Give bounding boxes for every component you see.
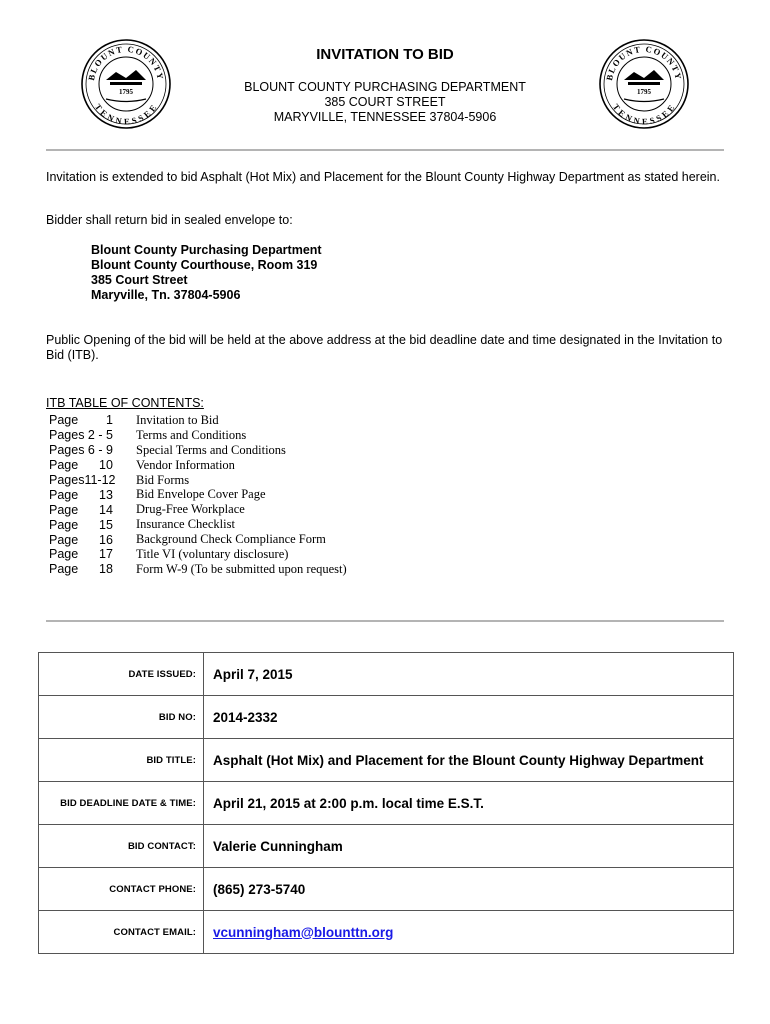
toc-page: Page 1 xyxy=(49,413,113,428)
table-row xyxy=(39,696,734,739)
table-row xyxy=(39,825,734,868)
public-opening-text: Public Opening of the bid will be held at the above address at the bid deadline date and time designated in the Invitation to Bid (ITB). xyxy=(46,333,723,362)
toc-page: Pages 2 - 5 xyxy=(49,428,113,443)
toc-desc: Form W-9 (To be submitted upon request) xyxy=(136,561,347,576)
toc-page: Page 18 xyxy=(49,562,113,577)
department-name: BLOUNT COUNTY PURCHASING DEPARTMENT xyxy=(244,80,526,94)
svg-text:BLOUNT COUNTY: BLOUNT COUNTY xyxy=(604,43,684,82)
bid-title-label: BID TITLE: xyxy=(39,739,204,782)
toc-page: Page 10 xyxy=(49,458,113,473)
toc-desc: Terms and Conditions xyxy=(136,427,247,442)
intro-text: Invitation is extended to bid Asphalt (Hot Mix) and Placement for the Blount County Highway Department as stated herein. xyxy=(46,170,720,184)
table-row xyxy=(39,782,734,825)
toc-row xyxy=(49,487,347,502)
bid-title-value: Asphalt (Hot Mix) and Placement for the Blount County Highway Department xyxy=(204,739,734,782)
toc-desc: Insurance Checklist xyxy=(136,517,235,532)
contact-phone-label: CONTACT PHONE: xyxy=(39,868,204,911)
return-address xyxy=(91,243,322,303)
toc-row xyxy=(49,532,347,547)
toc-row xyxy=(49,517,347,532)
toc-row xyxy=(49,443,347,458)
toc-desc: Bid Envelope Cover Page xyxy=(136,487,266,502)
bid-no-value: 2014-2332 xyxy=(204,696,734,739)
toc-page: Page 14 xyxy=(49,502,113,517)
toc-page: Page 13 xyxy=(49,487,113,502)
contact-phone-value: (865) 273-5740 xyxy=(204,868,734,911)
toc-row xyxy=(49,473,347,488)
date-issued-label: DATE ISSUED: xyxy=(39,653,204,696)
bid-deadline-value: April 21, 2015 at 2:00 p.m. local time E.S.T. xyxy=(204,782,734,825)
svg-text:TENNESSEE: TENNESSEE xyxy=(92,101,160,127)
toc-page: Page 15 xyxy=(49,517,113,532)
toc-desc: Invitation to Bid xyxy=(136,412,219,427)
table-row xyxy=(39,739,734,782)
svg-text:1795: 1795 xyxy=(637,88,651,96)
toc-row xyxy=(49,428,347,443)
bid-no-label: BID NO: xyxy=(39,696,204,739)
toc-desc: Vendor Information xyxy=(136,457,235,472)
department-street: 385 COURT STREET xyxy=(324,95,446,109)
svg-text:BLOUNT COUNTY: BLOUNT COUNTY xyxy=(86,43,166,82)
page-title: INVITATION TO BID xyxy=(316,46,454,63)
toc-row xyxy=(49,502,347,517)
toc-row xyxy=(49,562,347,577)
date-issued-value: April 7, 2015 xyxy=(204,653,734,696)
divider-bottom xyxy=(46,620,724,622)
toc-desc: Bid Forms xyxy=(136,472,190,487)
toc-page: Pages 6 - 9 xyxy=(49,443,113,458)
toc-page: Pages11-12 xyxy=(49,473,116,487)
address-line: Maryville, Tn. 37804-5906 xyxy=(91,288,241,302)
toc-desc: Background Check Compliance Form xyxy=(136,532,326,547)
toc-heading: ITB TABLE OF CONTENTS: xyxy=(46,396,204,410)
toc-desc: Special Terms and Conditions xyxy=(136,442,286,457)
address-line: Blount County Purchasing Department xyxy=(91,243,322,257)
bid-contact-label: BID CONTACT: xyxy=(39,825,204,868)
table-row xyxy=(39,653,734,696)
toc-page: Page 17 xyxy=(49,547,113,562)
table-row xyxy=(39,868,734,911)
toc-row xyxy=(49,547,347,562)
contact-email-cell xyxy=(204,911,734,954)
toc-row xyxy=(49,458,347,473)
address-line: 385 Court Street xyxy=(91,273,188,287)
svg-text:1795: 1795 xyxy=(119,88,133,96)
department-city: MARYVILLE, TENNESSEE 37804-5906 xyxy=(273,110,497,124)
toc-list xyxy=(49,413,347,577)
contact-email-label: CONTACT EMAIL: xyxy=(39,911,204,954)
divider-top xyxy=(46,149,724,151)
table-row xyxy=(39,911,734,954)
toc-page: Page 16 xyxy=(49,532,113,547)
return-instruction: Bidder shall return bid in sealed envelope to: xyxy=(46,213,293,227)
toc-desc: Drug-Free Workplace xyxy=(136,502,245,517)
bid-contact-value: Valerie Cunningham xyxy=(204,825,734,868)
toc-desc: Title VI (voluntary disclosure) xyxy=(136,546,289,561)
toc-row xyxy=(49,413,347,428)
svg-text:TENNESSEE: TENNESSEE xyxy=(610,101,678,127)
bid-info-table xyxy=(38,652,734,954)
address-line: Blount County Courthouse, Room 319 xyxy=(91,258,318,272)
bid-deadline-label: BID DEADLINE DATE & TIME: xyxy=(39,782,204,825)
contact-email-link[interactable]: vcunningham@blounttn.org xyxy=(213,924,394,940)
